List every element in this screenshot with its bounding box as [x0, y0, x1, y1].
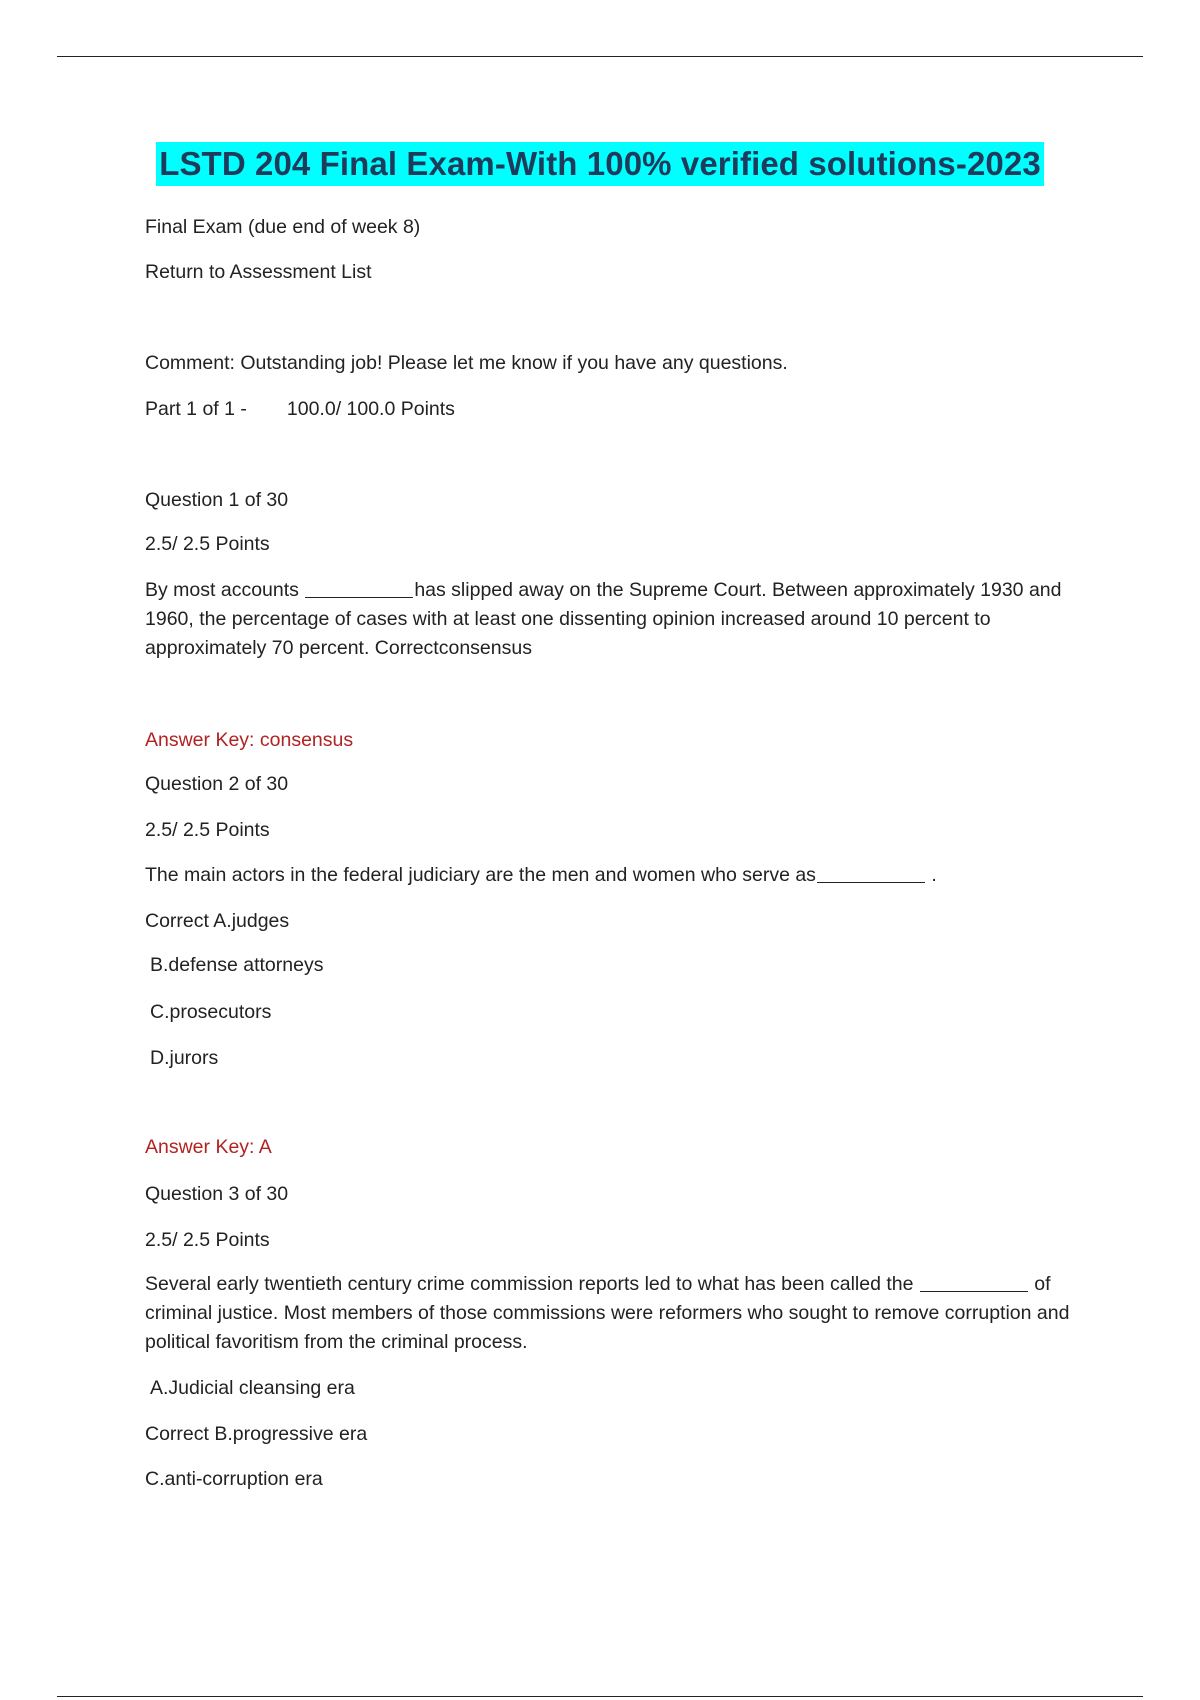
- question-1-blank: [305, 577, 413, 598]
- question-2-option-b: B.defense attorneys: [150, 954, 324, 976]
- bottom-rule: [57, 1696, 1143, 1697]
- question-1-points: 2.5/ 2.5 Points: [145, 533, 270, 555]
- question-2-answer-key: Answer Key: A: [145, 1136, 272, 1158]
- return-link[interactable]: Return to Assessment List: [145, 261, 372, 283]
- question-1-number: Question 1 of 30: [145, 489, 289, 511]
- part-score: [145, 395, 455, 423]
- question-3-blank: [920, 1271, 1028, 1292]
- part-points: 100.0/ 100.0 Points: [286, 398, 455, 420]
- question-2-blank: [817, 862, 925, 883]
- question-2-points: 2.5/ 2.5 Points: [145, 819, 270, 841]
- question-2-option-d: D.jurors: [150, 1047, 219, 1069]
- question-1-text: [145, 576, 1085, 663]
- question-2-option-c: C.prosecutors: [150, 1001, 272, 1023]
- question-2-text-after: .: [925, 864, 937, 886]
- exam-subtitle: Final Exam (due end of week 8): [145, 216, 421, 238]
- question-3-points: 2.5/ 2.5 Points: [145, 1229, 270, 1251]
- question-3-text-after: of criminal justice. Most members of those commissions were reformers who sought to remove corruption and political favoritism from the criminal process.: [145, 1273, 1070, 1353]
- question-2-option-a: Correct A.judges: [145, 910, 290, 932]
- question-1-text-after: has slipped away on the Supreme Court. Between approximately 1930 and 1960, the percentage of cases with at least one dissenting opinion increased around 10 percent to approximately 70 percent. Correctconsensus: [145, 579, 1062, 659]
- part-label: Part 1 of 1 -: [145, 398, 247, 420]
- question-3-text: [145, 1270, 1085, 1357]
- question-2-text: [145, 861, 937, 889]
- question-2-text-before: The main actors in the federal judiciary are the men and women who serve as: [145, 864, 816, 886]
- title-block: [0, 142, 1200, 186]
- question-3-option-b: Correct B.progressive era: [145, 1423, 368, 1445]
- question-3-text-before: Several early twentieth century crime commission reports led to what has been called the: [145, 1273, 919, 1295]
- question-3-number: Question 3 of 30: [145, 1183, 289, 1205]
- question-3-option-a: A.Judicial cleansing era: [150, 1377, 355, 1399]
- document-title: LSTD 204 Final Exam-With 100% verified solutions-2023: [156, 142, 1044, 186]
- instructor-comment: Comment: Outstanding job! Please let me know if you have any questions.: [145, 352, 788, 374]
- question-1-answer-key: Answer Key: consensus: [145, 729, 354, 751]
- question-1-text-before: By most accounts: [145, 579, 305, 601]
- question-3-option-c: C.anti-corruption era: [145, 1468, 323, 1490]
- top-rule: [57, 56, 1143, 57]
- question-2-number: Question 2 of 30: [145, 773, 289, 795]
